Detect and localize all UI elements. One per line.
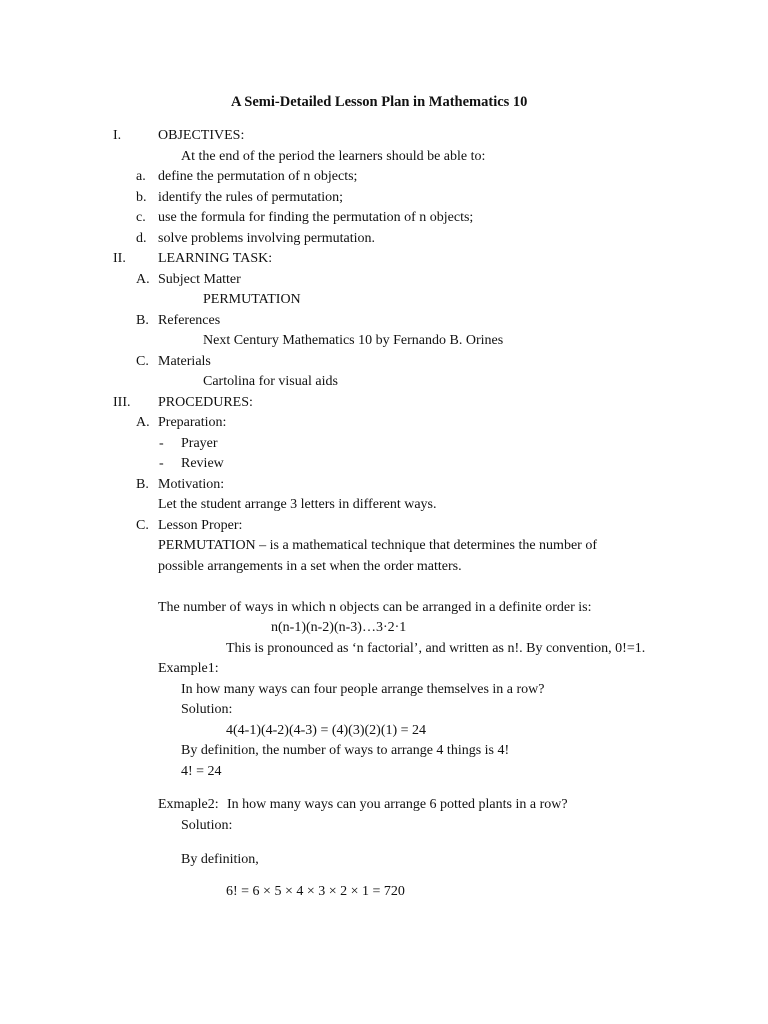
document-title: A Semi-Detailed Lesson Plan in Mathematics 10 [231,94,528,110]
learning-task-detail: Next Century Mathematics 10 by Fernando B. Orines [203,333,504,348]
objective-text: identify the rules of permutation; [158,190,344,205]
factorial-formula: n(n-1)(n-2)(n-3)…3·2·1 [271,620,407,635]
objectives-intro: At the end of the period the learners should be able to: [181,149,486,164]
example1-result: 4! = 24 [181,764,222,779]
example2-computation: 6! = 6 × 5 × 4 × 3 × 2 × 1 = 720 [226,884,405,899]
section-heading-learning-task: LEARNING TASK: [158,251,273,266]
learning-task-letter: B. [136,313,149,328]
bullet-text: Prayer [181,436,218,451]
permutation-definition: PERMUTATION – is a mathematical technique that determines the number of [158,538,597,553]
example2-question: In how many ways can you arrange 6 potted plants in a row? [227,797,568,812]
permutation-definition: possible arrangements in a set when the order matters. [158,559,462,574]
procedure-letter: B. [136,477,149,492]
example1-label: Example1: [158,661,219,676]
procedure-label: Motivation: [158,477,225,492]
bullet-dash: - [159,456,164,471]
learning-task-letter: A. [136,272,150,287]
learning-task-detail: PERMUTATION [203,292,301,307]
example2-definition: By definition, [181,852,259,867]
example2-label: Exmaple2: [158,797,219,812]
learning-task-detail: Cartolina for visual aids [203,374,338,389]
section-heading-procedures: PROCEDURES: [158,395,253,410]
procedure-letter: A. [136,415,150,430]
section-numeral-learning-task: II. [113,251,126,266]
example2-solution-label: Solution: [181,818,233,833]
learning-task-label: Subject Matter [158,272,241,287]
example1-solution-label: Solution: [181,702,233,717]
bullet-dash: - [159,436,164,451]
section-numeral-objectives: I. [113,128,122,143]
section-numeral-procedures: III. [113,395,131,410]
learning-task-label: Materials [158,354,211,369]
procedure-letter: C. [136,518,149,533]
factorial-pronunciation: This is pronounced as ‘n factorial’, and written as n!. By convention, 0!=1. [226,641,646,656]
objective-letter: a. [136,169,146,184]
learning-task-label: References [158,313,221,328]
objective-letter: b. [136,190,147,205]
procedure-label: Lesson Proper: [158,518,243,533]
objective-text: define the permutation of n objects; [158,169,358,184]
objective-letter: d. [136,231,147,246]
example1-question: In how many ways can four people arrange themselves in a row? [181,682,545,697]
objective-text: solve problems involving permutation. [158,231,375,246]
ways-text: The number of ways in which n objects can be arranged in a definite order is: [158,600,592,615]
procedure-label: Preparation: [158,415,227,430]
objective-letter: c. [136,210,146,225]
bullet-text: Review [181,456,224,471]
motivation-text: Let the student arrange 3 letters in different ways. [158,497,437,512]
objective-text: use the formula for finding the permutation of n objects; [158,210,474,225]
example1-computation: 4(4-1)(4-2)(4-3) = (4)(3)(2)(1) = 24 [226,723,427,738]
learning-task-letter: C. [136,354,149,369]
example1-definition: By definition, the number of ways to arrange 4 things is 4! [181,743,510,758]
section-heading-objectives: OBJECTIVES: [158,128,245,143]
